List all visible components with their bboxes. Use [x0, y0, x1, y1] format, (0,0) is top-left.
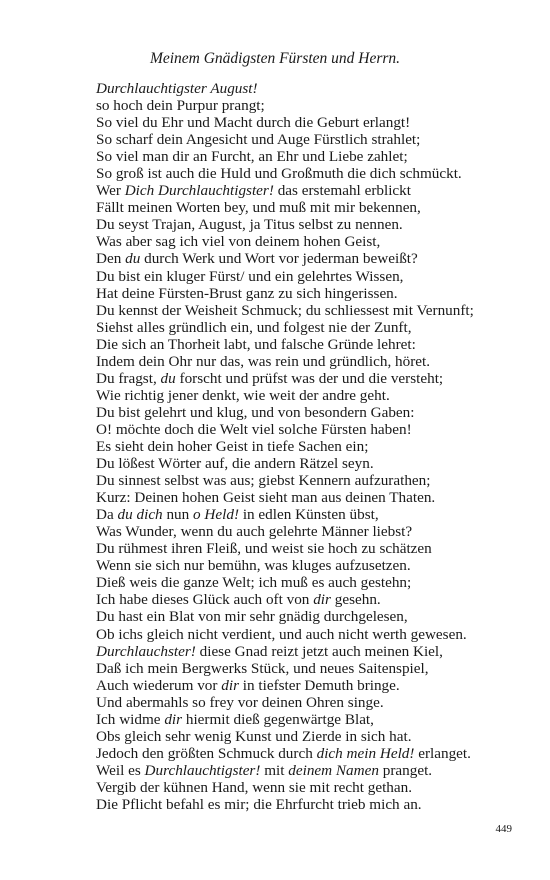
- line-text: Du seyst Trajan, August, ja Titus selbst zu nennen.: [96, 216, 403, 234]
- poem-line: [96, 472, 526, 489]
- line-text: Ich habe dieses Glück auch oft von: [96, 591, 314, 609]
- poem-line: [96, 557, 526, 574]
- line-text: Wenn sie sich nur bemühn, was kluges aufzusetzen.: [96, 557, 411, 575]
- poem-line: [96, 677, 526, 694]
- poem-line: [96, 387, 526, 404]
- line-text: pranget.: [378, 761, 433, 779]
- line-text: So scharf dein Angesicht und Auge Fürstlich strahlet;: [96, 131, 421, 149]
- line-text: Die Pflicht befahl es mir; die Ehrfurcht trieb mich an.: [96, 795, 422, 813]
- line-text: Du kennst der Weisheit Schmuck; du schliessest mit Vernunft;: [96, 301, 474, 319]
- emphasized-text: o Held!: [193, 506, 240, 524]
- poem-line: [96, 711, 526, 728]
- line-text: nun: [162, 506, 194, 524]
- poem-line: [96, 370, 526, 387]
- line-text: diese Gnad reizt jetzt auch meinen Kiel,: [195, 642, 443, 660]
- poem-line: [96, 80, 526, 97]
- line-text: Den: [96, 250, 126, 268]
- line-text: das erstemahl erblickt: [273, 182, 411, 200]
- page-number: 449: [495, 823, 512, 835]
- line-text: Da: [96, 506, 118, 524]
- poem-line: [96, 762, 526, 779]
- poem-line: [96, 250, 526, 267]
- line-text: So groß ist auch die Huld und Großmuth die dich schmückt.: [96, 165, 462, 183]
- line-text: Wer: [96, 182, 125, 200]
- poem-line: [96, 404, 526, 421]
- line-text: Du bist gelehrt und klug, und von besondern Gaben:: [96, 403, 415, 421]
- poem-line: [96, 626, 526, 643]
- line-text: Es sieht dein hoher Geist in tiefe Sachen ein;: [96, 437, 369, 455]
- poem-line: [96, 148, 526, 165]
- line-text: durch Werk und Wort vor jederman beweißt?: [140, 250, 418, 268]
- line-text: Ich widme: [96, 710, 165, 728]
- emphasized-text: du dich: [117, 506, 163, 524]
- line-text: Indem dein Ohr nur das, was rein und gründlich, höret.: [96, 352, 431, 370]
- emphasized-text: dir: [221, 676, 239, 694]
- line-text: Was Wunder, wenn du auch gelehrte Männer liebst?: [96, 523, 413, 541]
- line-text: Weil es: [96, 761, 145, 779]
- line-text: Die sich an Thorheit labt, und falsche Gründe lehret:: [96, 335, 416, 353]
- emphasized-text: dir: [164, 710, 183, 728]
- line-text: Vergib der kühnen Hand, wenn sie mit recht gethan.: [96, 778, 413, 796]
- poem-body: [96, 80, 526, 813]
- line-text: in tiefster Demuth bringe.: [239, 676, 400, 694]
- line-text: Du sinnest selbst was aus; giebst Kennern aufzurathen;: [96, 472, 431, 490]
- emphasized-text: Dich Durchlauchtigster!: [124, 182, 274, 200]
- poem-line: [96, 779, 526, 796]
- line-text: hiermit dieß gegenwärtge Blat,: [182, 710, 374, 728]
- poem-line: [96, 165, 526, 182]
- dedication-heading: Meinem Gnädigsten Fürsten und Herrn.: [149, 50, 401, 67]
- poem-line: [96, 268, 526, 285]
- poem-line: [96, 114, 526, 131]
- poem-line: [96, 489, 526, 506]
- poem-line: [96, 199, 526, 216]
- poem-line: [96, 643, 526, 660]
- line-text: Hat deine Fürsten-Brust ganz zu sich hingerissen.: [96, 284, 398, 302]
- emphasized-text: Durchlauchtigster August!: [96, 80, 258, 97]
- poem-line: [96, 421, 526, 438]
- line-text: Du lößest Wörter auf, die andern Rätzel seyn.: [96, 455, 374, 473]
- line-text: mit: [260, 761, 289, 779]
- poem-line: [96, 540, 526, 557]
- poem-line: [96, 438, 526, 455]
- poem-line: [96, 608, 526, 625]
- line-text: Wie richtig jener denkt, wie weit der andre geht.: [96, 386, 390, 404]
- poem-line: [96, 745, 526, 762]
- line-text: Du fragst,: [96, 369, 161, 387]
- poem-line: [96, 796, 526, 813]
- line-text: Dieß weis die ganze Welt; ich muß es auch gestehn;: [96, 574, 412, 592]
- line-text: Fällt meinen Worten bey, und muß mit mir bekennen,: [96, 199, 421, 217]
- poem-line: [96, 728, 526, 745]
- line-text: Was aber sag ich viel von deinem hohen Geist,: [96, 233, 381, 251]
- poem-line: [96, 694, 526, 711]
- line-text: So viel du Ehr und Macht durch die Geburt erlangt!: [96, 114, 411, 132]
- poem-line: [96, 131, 526, 148]
- poem-line: [96, 660, 526, 677]
- poem-line: [96, 506, 526, 523]
- line-text: erlanget.: [414, 744, 471, 762]
- line-text: Ob ichs gleich nicht verdient, und auch nicht werth gewesen.: [96, 625, 467, 643]
- line-text: Obs gleich sehr wenig Kunst und Zierde in sich hat.: [96, 727, 412, 745]
- emphasized-text: dir: [313, 591, 331, 609]
- poem-line: [96, 523, 526, 540]
- line-text: Und abermahls so frey vor deinen Ohren singe.: [96, 693, 384, 711]
- line-text: Siehst alles gründlich ein, und folgest nie der Zunft,: [96, 318, 412, 336]
- emphasized-text: du: [125, 250, 141, 268]
- line-text: so hoch dein Purpur prangt;: [96, 97, 265, 115]
- line-text: Kurz: Deinen hohen Geist sieht man aus deinen Thaten.: [96, 489, 436, 507]
- poem-line: [96, 336, 526, 353]
- line-text: So viel man dir an Furcht, an Ehr und Liebe zahlet;: [96, 148, 408, 166]
- line-text: gesehn.: [330, 591, 381, 609]
- poem-line: [96, 319, 526, 336]
- poem-line: [96, 591, 526, 608]
- emphasized-text: Durchlauchster!: [96, 642, 196, 660]
- poem-line: [96, 353, 526, 370]
- line-text: Du rühmest ihren Fleiß, und weist sie hoch zu schätzen: [96, 540, 432, 558]
- poem-line: [96, 216, 526, 233]
- poem-line: [96, 302, 526, 319]
- line-text: O! möchte doch die Welt viel solche Fürsten haben!: [96, 420, 412, 438]
- line-text: Jedoch den größten Schmuck durch: [96, 744, 317, 762]
- poem-line: [96, 455, 526, 472]
- poem-line: [96, 97, 526, 114]
- emphasized-text: deinem Namen: [288, 761, 379, 779]
- emphasized-text: dich mein Held!: [316, 744, 415, 762]
- poem-line: [96, 233, 526, 250]
- emphasized-text: Durchlauchtigster!: [144, 761, 261, 779]
- poem-line: [96, 285, 526, 302]
- line-text: Daß ich mein Bergwerks Stück, und neues Saitenspiel,: [96, 659, 429, 677]
- line-text: in edlen Künsten übst,: [239, 506, 379, 524]
- line-text: forscht und prüfst was der und die versteht;: [175, 369, 444, 387]
- line-text: Du bist ein kluger Fürst/ und ein gelehrtes Wissen,: [96, 267, 404, 285]
- line-text: Du hast ein Blat von mir sehr gnädig durchgelesen,: [96, 608, 408, 626]
- poem-line: [96, 182, 526, 199]
- poem-line: [96, 574, 526, 591]
- emphasized-text: du: [160, 369, 176, 387]
- line-text: Auch wiederum vor: [96, 676, 222, 694]
